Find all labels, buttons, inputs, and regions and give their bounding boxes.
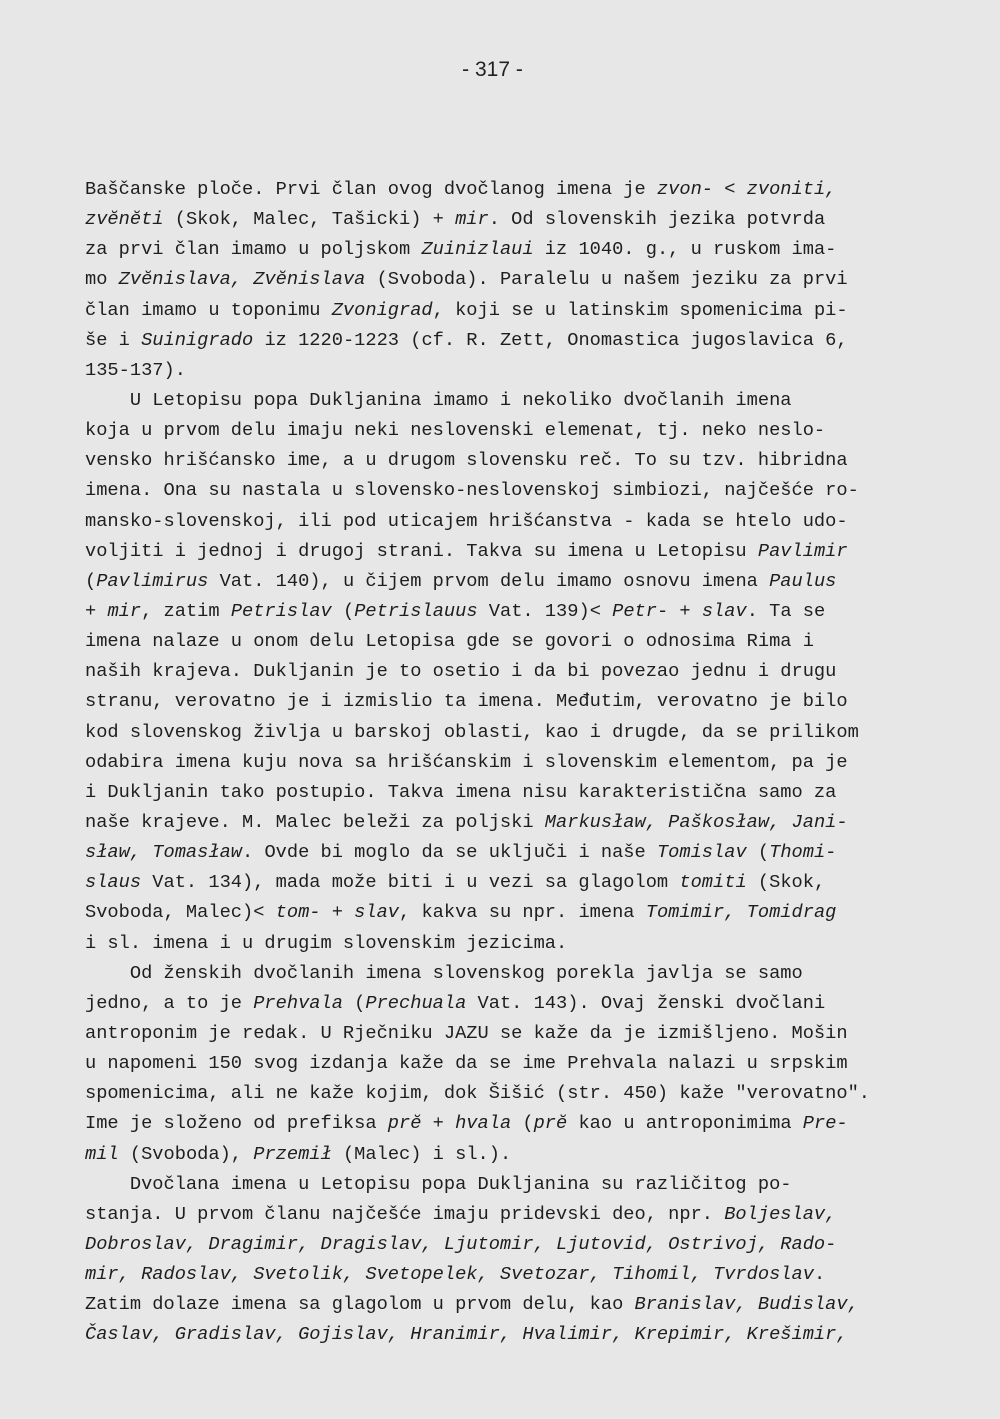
text-run: ( [342, 991, 366, 1014]
text-line [85, 958, 910, 988]
italic-term: Boljeslav, [724, 1202, 837, 1225]
body-text [85, 174, 910, 1349]
italic-term: zvĕnĕti [85, 208, 164, 231]
italic-term: Dobroslav, Dragimir, Dragislav, Ljutomir, Ljutovid, Ostrivoj, Rado- [85, 1232, 837, 1255]
text-run: Baščanske ploče. Prvi član ovog dvočlanog imena je [85, 178, 657, 200]
text-run: . Ta se [746, 599, 826, 622]
text-run: Vat. 140), u čijem prvom delu imamo osnovu imena [208, 569, 770, 592]
italic-term: sław, Tomasław [85, 841, 243, 864]
italic-term: Suinigrado [141, 328, 254, 351]
text-run: spomenicima, ali ne kaže kojim, dok Šišić (str. 450) kaže "verovatno". [85, 1082, 871, 1105]
text-line [85, 626, 910, 656]
text-line [85, 295, 910, 325]
text-run: odabira imena kuju nova sa hrišćanskim i slovenskim elementom, pa je [85, 750, 848, 773]
text-run: kod slovenskog življa u barskoj oblasti, kao i drugde, da se prilikom [85, 720, 859, 743]
italic-term: prĕ [533, 1112, 568, 1135]
text-line [85, 415, 910, 445]
text-run: (Svoboda). Paralelu u našem jeziku za prvi [365, 268, 848, 291]
text-run: . [813, 1263, 826, 1286]
text-run: i sl. imena i u drugim slovenskim jezicima. [85, 931, 568, 954]
text-run: i Dukljanin tako postupio. Takva imena nisu karakteristična samo za [85, 780, 837, 803]
text-run: mo [85, 268, 119, 291]
text-line [85, 536, 910, 566]
text-line [85, 325, 910, 355]
text-line [85, 897, 910, 927]
text-line [85, 747, 910, 777]
text-run: imena nalaze u onom delu Letopisa gde se govori o odnosima Rima i [85, 630, 814, 653]
text-run: (Skok, [746, 871, 826, 894]
italic-term: tomiti [679, 871, 747, 894]
text-line [85, 475, 910, 505]
text-run: Od ženskih dvočlanih imena slovenskog porekla javlja se samo [85, 961, 803, 984]
text-run: antroponim je redak. U Rječniku JAZU se kaže da je izmišljeno. Mošin [85, 1021, 848, 1044]
text-run: (Skok, Malec, Tašicki) + [163, 208, 456, 231]
text-line [85, 1048, 910, 1078]
text-run: stranu, verovatno je i izmislio ta imena. Međutim, verovatno je bilo [85, 690, 848, 713]
italic-term: mil [85, 1142, 119, 1165]
italic-term: Pavlimir [757, 539, 848, 562]
text-run: voljiti i jednoj i drugoj strani. Takva su imena u Letopisu [85, 539, 758, 562]
italic-term: Pre- [802, 1112, 848, 1135]
text-line [85, 807, 910, 837]
text-line [85, 1289, 910, 1319]
text-line [85, 355, 910, 385]
text-run: , koji se u latinskim spomenicima pi- [432, 298, 848, 321]
text-run: mansko-slovenskoj, ili pod uticajem hrišćanstva - kada se htelo udo- [85, 509, 848, 532]
text-run: Dvočlana imena u Letopisu popa Dukljanina su različitog po- [85, 1172, 792, 1195]
text-run: (Svoboda), [118, 1142, 254, 1165]
text-line [85, 656, 910, 686]
italic-term: slaus [85, 871, 142, 894]
italic-term: Tomimir, Tomidrag [645, 901, 837, 924]
italic-term: Prehvala [253, 991, 343, 1014]
text-line [85, 566, 910, 596]
text-line [85, 506, 910, 536]
text-run: Vat. 134), mada može biti i u vezi sa glagolom [141, 871, 680, 894]
text-run: . Od slovenskih jezika potvrda [488, 208, 826, 231]
text-line [85, 1169, 910, 1199]
italic-term: Petrislav [230, 599, 332, 622]
text-line [85, 385, 910, 415]
italic-term: Pavlimirus [96, 569, 209, 592]
text-line [85, 1229, 910, 1259]
italic-term: Markusław, Paškosław, Jani- [544, 810, 848, 833]
text-run: iz 1040. g., u ruskom ima- [533, 238, 837, 261]
text-run: Vat. 139)< [477, 599, 613, 622]
italic-term: tom- + slav [275, 901, 400, 924]
text-run: koja u prvom delu imaju neki neslovenski elemenat, tj. neko neslo- [85, 419, 826, 442]
text-line [85, 445, 910, 475]
text-line [85, 1139, 910, 1169]
italic-term: Časlav, Gradislav, Gojislav, Hranimir, Hvalimir, Krepimir, Krešimir, [85, 1323, 848, 1346]
text-line [85, 204, 910, 234]
italic-term: Zvonigrad [331, 298, 433, 321]
italic-term: zvon- < zvoniti, [656, 178, 837, 200]
text-line [85, 174, 910, 204]
page-number: - 317 - [462, 58, 523, 81]
text-run: 135-137). [85, 358, 186, 381]
text-run: Zatim dolaze imena sa glagolom u prvom delu, kao [85, 1293, 635, 1316]
text-run: ( [85, 569, 97, 592]
text-run: imena. Ona su nastala u slovensko-neslovenskoj simbiozi, najčešće ro- [85, 479, 859, 502]
text-run: ( [746, 841, 770, 864]
text-run: u napomeni 150 svog izdanja kaže da se ime Prehvala nalazi u srpskim [85, 1052, 848, 1075]
text-run: kao u antroponimima [567, 1112, 803, 1135]
italic-term: Petrislauus [354, 599, 478, 622]
text-run: , zatim [141, 599, 231, 622]
italic-term: Przemił [253, 1142, 332, 1165]
text-line [85, 1018, 910, 1048]
italic-term: Thomi- [769, 841, 837, 864]
text-run: , kakva su npr. imena [399, 901, 646, 924]
text-run: naše krajeve. M. Malec beleži za poljski [85, 810, 545, 833]
text-line [85, 686, 910, 716]
italic-term: prĕ + hvala [387, 1112, 512, 1135]
text-run: iz 1220-1223 (cf. R. Zett, Onomastica jugoslavica 6, [253, 328, 848, 351]
text-run: U Letopisu popa Dukljanina imamo i nekoliko dvočlanih imena [85, 388, 792, 411]
italic-term: Petr- + slav [612, 599, 747, 622]
text-run: za prvi član imamo u poljskom [85, 238, 422, 261]
text-line [85, 837, 910, 867]
text-run: Svoboda, Malec)< [85, 901, 276, 924]
italic-term: mir [107, 599, 142, 622]
text-run: naših krajeva. Dukljanin je to osetio i da bi povezao jednu i drugu [85, 660, 837, 683]
text-line [85, 928, 910, 958]
text-run: (Malec) i sl.). [331, 1142, 512, 1165]
text-run: + [85, 599, 108, 622]
italic-term: Prechuala [365, 991, 467, 1014]
italic-term: Paulus [769, 569, 837, 592]
text-run: Ime je složeno od prefiksa [85, 1112, 388, 1135]
text-run: jedno, a to je [85, 991, 254, 1014]
italic-term: mir, Radoslav, Svetolik, Svetopelek, Svetozar, Tihomil, Tvrdoslav [85, 1263, 814, 1286]
italic-term: Zvĕnislava, Zvĕnislava [118, 268, 366, 291]
text-run: stanja. U prvom članu najčešće imaju pridevski deo, npr. [85, 1202, 725, 1225]
text-run: še i [85, 328, 142, 351]
text-line [85, 717, 910, 747]
italic-term: Tomislav [656, 841, 747, 864]
text-line [85, 1199, 910, 1229]
text-line [85, 234, 910, 264]
text-line [85, 777, 910, 807]
text-run: vensko hrišćansko ime, a u drugom slovensku reč. To su tzv. hibridna [85, 449, 848, 472]
text-line [85, 1108, 910, 1138]
text-line [85, 988, 910, 1018]
text-run: ( [331, 599, 355, 622]
italic-term: Branislav, Budislav, [634, 1293, 859, 1316]
text-line [85, 1319, 910, 1349]
text-run: član imamo u toponimu [85, 298, 332, 321]
text-run: Vat. 143). Ovaj ženski dvočlani [466, 991, 826, 1014]
text-line [85, 264, 910, 294]
italic-term: mir [455, 208, 489, 231]
text-run: ( [511, 1112, 534, 1135]
text-line [85, 1078, 910, 1108]
text-line [85, 867, 910, 897]
text-run: . Ovde bi moglo da se uključi i naše [242, 841, 657, 864]
text-line [85, 596, 910, 626]
text-line [85, 1259, 910, 1289]
italic-term: Zuinizlaui [421, 238, 534, 261]
